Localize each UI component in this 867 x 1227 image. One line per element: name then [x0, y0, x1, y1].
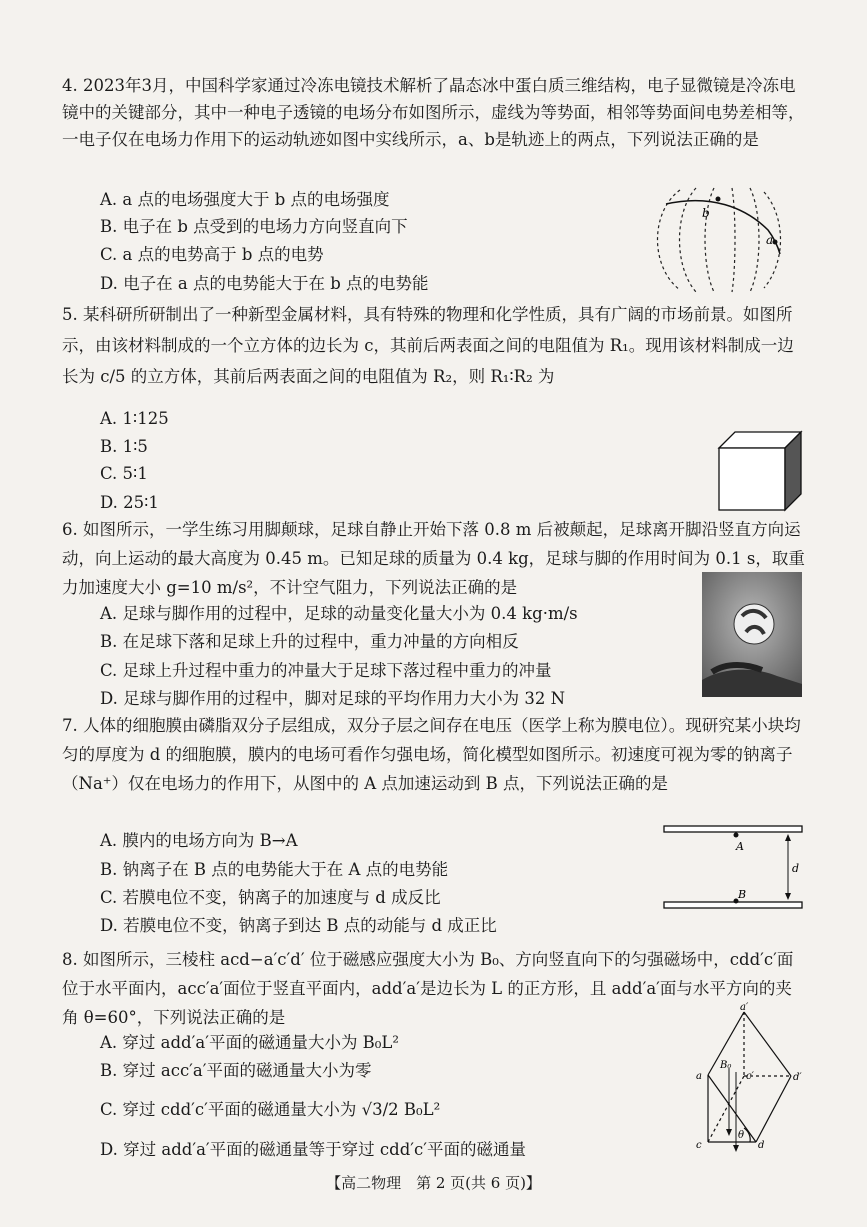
q7-option-d: D. 若膜电位不变，钠离子到达 B 点的动能与 d 成正比 — [100, 916, 497, 935]
cube-figure — [715, 428, 805, 513]
q5-option-d: D. 25∶1 — [100, 493, 159, 512]
question-6-stem: 6. 如图所示，一学生练习用脚颠球，足球自静止开始下落 0.8 m 后被颠起，足球离开脚沿竖直方向运动，向上运动的最大高度为 0.45 m。已知足球的质量为 0.4 kg，足球与脚的作用时间为 0.1 s，取重力加速度大小 g=10 m/s²，不计空气阻力，下列说法正确的是 — [62, 520, 805, 597]
label-theta: θ — [738, 1130, 745, 1141]
q6-option-b: B. 在足球下落和足球上升的过程中，重力冲量的方向相反 — [100, 632, 519, 651]
q4-option-d: D. 电子在 a 点的电势能大于在 b 点的电势能 — [100, 274, 429, 293]
label-c: c — [696, 1140, 702, 1151]
label-d: d — [792, 862, 800, 875]
q6-option-c: C. 足球上升过程中重力的冲量大于足球下落过程中重力的冲量 — [100, 661, 552, 680]
q5-option-a: A. 1∶125 — [100, 409, 169, 428]
prism-figure — [688, 1000, 808, 1155]
label-c-prime: c′ — [746, 1071, 754, 1082]
q4-option-a: A. a 点的电场强度大于 b 点的电场强度 — [100, 190, 390, 209]
label-d: d — [758, 1140, 765, 1151]
q6-option-a: A. 足球与脚作用的过程中，足球的动量变化量大小为 0.4 kg·m/s — [100, 604, 578, 623]
q8-option-b: B. 穿过 acc′a′平面的磁通量大小为零 — [100, 1061, 372, 1080]
label-a: a — [766, 233, 774, 247]
label-a: a — [696, 1071, 702, 1082]
q4-option-c: C. a 点的电势高于 b 点的电势 — [100, 245, 324, 264]
football-photo — [702, 572, 802, 697]
label-B: B — [738, 888, 747, 901]
q8-option-d: D. 穿过 add′a′平面的磁通量等于穿过 cdd′c′平面的磁通量 — [100, 1140, 527, 1159]
q7-option-a: A. 膜内的电场方向为 B→A — [100, 831, 298, 850]
q7-option-c: C. 若膜电位不变，钠离子的加速度与 d 成反比 — [100, 888, 441, 907]
electron-lens-figure — [640, 182, 790, 297]
label-A: A — [736, 840, 744, 853]
label-d-prime: d′ — [793, 1072, 802, 1083]
point-b — [716, 197, 721, 202]
label-b: b — [702, 206, 710, 220]
cell-membrane-figure — [662, 822, 807, 914]
page-footer: 【高二物理 第 2 页(共 6 页)】 — [326, 1174, 541, 1192]
label-B0: B₀ — [720, 1060, 732, 1071]
q7-option-b: B. 钠离子在 B 点的电势能大于在 A 点的电势能 — [100, 860, 449, 879]
q5-option-b: B. 1∶5 — [100, 437, 148, 456]
question-4-stem: 4. 2023年3月，中国科学家通过冷冻电镜技术解析了晶态冰中蛋白质三维结构，电子显微镜是冷冻电镜中的关键部分，其中一种电子透镜的电场分布如图所示，虚线为等势面，相邻等势面间电势差相等，一电子仅在电场力作用下的运动轨迹如图中实线所示，a、b是轨迹上的两点，下列说法正确的是 — [62, 76, 805, 149]
question-8-stem: 8. 如图所示，三棱柱 acd−a′c′d′ 位于磁感应强度大小为 B₀、方向竖直向下的匀强磁场中，cdd′c′面位于水平面内，acc′a′面位于竖直平面内，add′a′是边长为 L 的正方形，且 add′a′面与水平方向的夹角 θ=60°，下列说法正确的是 — [62, 950, 794, 1027]
label-a-prime: a′ — [740, 1002, 749, 1013]
point-a — [773, 240, 778, 245]
q8-option-a: A. 穿过 add′a′平面的磁通量大小为 B₀L² — [100, 1033, 399, 1052]
q8-option-c: C. 穿过 cdd′c′平面的磁通量大小为 √3/2 B₀L² — [100, 1100, 441, 1119]
q4-option-b: B. 电子在 b 点受到的电场力方向竖直向下 — [100, 217, 408, 236]
electron-trajectory — [666, 201, 780, 254]
question-7-stem: 7. 人体的细胞膜由磷脂双分子层组成，双分子层之间存在电压（医学上称为膜电位）。现研究某小块均匀的厚度为 d 的细胞膜，膜内的电场可看作匀强电场，简化模型如图所示。初速度可视为零的钠离子（Na⁺）仅在电场力的作用下，从图中的 A 点加速运动到 B 点，下列说法正确的是 — [62, 716, 801, 793]
question-5-stem: 5. 某科研所研制出了一种新型金属材料，具有特殊的物理和化学性质，具有广阔的市场前景。如图所示，由该材料制成的一个立方体的边长为 c，其前后两表面之间的电阻值为 R₁。现用该材料制成一边长为 c/5 的立方体，其前后两表面之间的电阻值为 R₂，则 R₁∶R₂ 为 — [62, 305, 794, 386]
q5-option-c: C. 5∶1 — [100, 464, 148, 483]
q6-option-d: D. 足球与脚作用的过程中，脚对足球的平均作用力大小为 32 N — [100, 689, 566, 708]
